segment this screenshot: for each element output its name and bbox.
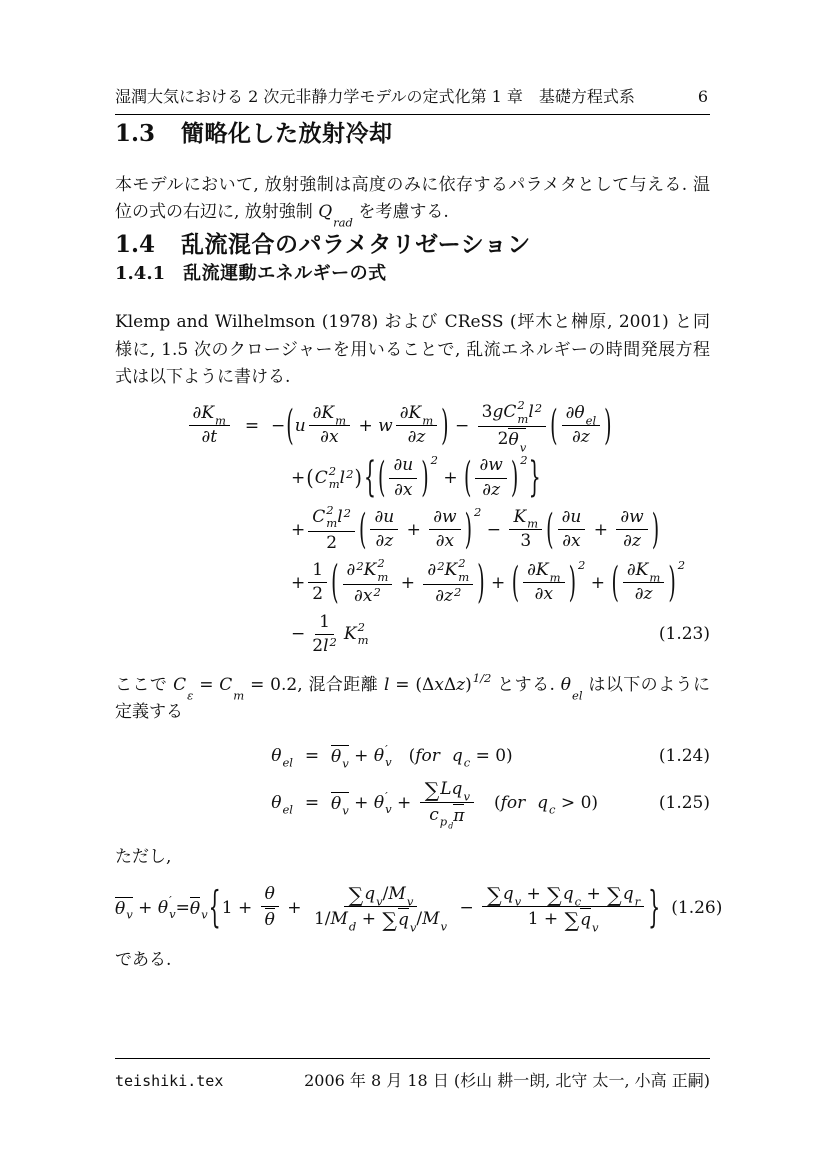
header-chapter: 第 1 章 基礎方程式系 xyxy=(470,87,635,106)
equation-1-23: ∂K m ∂t = − ( u ∂K m ∂x + w ∂K m ∂z ) − 3 g C 2 m l 2 2 θ v ( ∂θ el ∂z ) + ( C 2 m l 2 ) { ( ∂u ∂x ) 2 + ( ∂w ∂z ) 2 } + C 2 m l 2 2 ( ∂u ∂z + $\frac{\partial w}{\partial x}$ ) 2 − K m 3 ( ∂u ∂x + $\frac{\partial w}{\partial z}$ ) + $\frac{1}{2}$ ( ∂ 2 K 2 m ∂ x 2 + ∂ 2 K 2 m ∂ z 2 ) + ( ∂K m ∂x ) 2 + ( ∂K m ∂z ) 2 − 1 2 l 2 K 2 m (1.23) xyxy=(115,397,710,660)
header-page-number: 6 xyxy=(697,87,708,106)
section-number: 1.4 xyxy=(115,231,156,259)
section-heading-1-4 xyxy=(115,226,710,259)
footer-row xyxy=(115,1059,710,1091)
paragraph-tadashi: ただし, xyxy=(115,846,172,867)
page-footer xyxy=(115,1058,710,1169)
section-title: 乱流混合のパラメタリゼーション xyxy=(181,231,531,258)
subsection-title: 乱流運動エネルギーの式 xyxy=(183,263,387,284)
header-title: 湿潤大気における 2 次元非静力学モデルの定式化 xyxy=(115,87,471,106)
equation-1-24-1-25: θ el = θ v + θ ′ v ( for q c = 0) (1.24) θ el = θ v + θ ′ v + ∑ L q v c p d π ( for q c > 0) (1.25) xyxy=(271,741,710,831)
section-title: 簡略化した放射冷却 xyxy=(181,120,393,146)
footer-date: 2006 年 8 月 18 日 (杉山 耕一朗, 北守 太一, 小高 正嗣) xyxy=(304,1071,710,1090)
paragraph-radiation: 本モデルにおいて, 放射強制は高度のみに依存するパラメタとして与える. 温位の式の右辺に, 放射強制 Q rad を考慮する. xyxy=(115,175,710,230)
equation-1-26: θ v + θ ′ v = θ v { 1 + $\frac{\theta}{\theta}$ + ∑ q v / M v 1/ M d + ∑ q v / M v − ∑ q v + ∑ q c + ∑ q r 1 + ∑ q v } (1.26) xyxy=(115,882,723,935)
subsection-heading-1-4-1 xyxy=(115,259,710,285)
running-header xyxy=(115,84,710,115)
footer-filename: teishiki.tex xyxy=(115,1072,224,1090)
paragraph-closure: Klemp and Wilhelmson (1978) および CReSS (坪木と榊原, 2001) と同様に, 1.5 次のクロージャーを用いることで, 乱流エネルギーの時間発展方程式は以下ように書ける. xyxy=(115,312,710,387)
subsection-number: 1.4.1 xyxy=(115,263,166,285)
paragraph-constants: ここで C ε = C m = 0.2, 混合距離 l = (Δ x Δ z ) 1/2 とする. θ el は以下のように定義する xyxy=(115,671,710,723)
paragraph-dearu: である. xyxy=(115,949,172,970)
section-number: 1.3 xyxy=(115,120,156,147)
section-heading-1-3 xyxy=(115,115,710,148)
